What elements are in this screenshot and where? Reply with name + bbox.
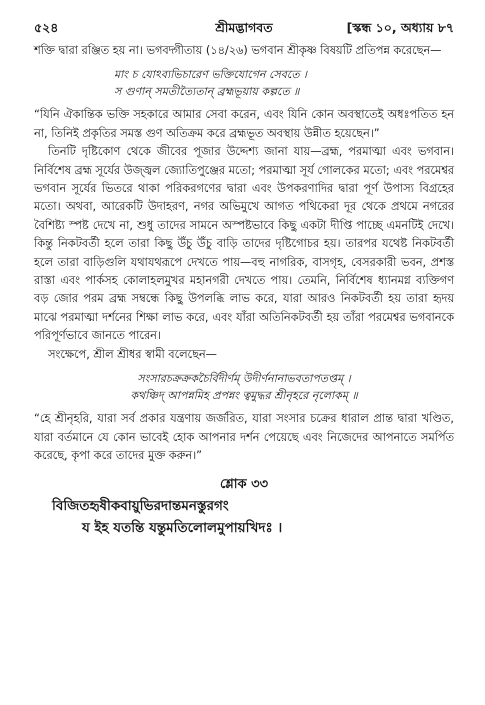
- gita-verse-line-2: স গুণান্ সমতীত্যৈতান্ ব্রহ্মভূয়ায় কল্পতে ॥: [114, 85, 300, 99]
- gita-translation: “যিনি ঐকান্তিক ভক্তি সহকারে আমার সেবা করেন, এবং যিনি কোন অবস্থাতেই অধঃপতিত হন না, তিনিই প্রকৃতির সমস্ত গুণ অতিক্রম করে ব্রহ্মভূত অবস্থায় উন্নীত হয়েছেন।”: [34, 108, 454, 140]
- shloka-heading: শ্লোক ৩৩: [219, 477, 269, 493]
- sridhara-verse-line-1: সংসারচক্রক্রকচৈর্বিদীর্ণম্ উদীর্ণনানাভবতাপতপ্তম্ ।: [137, 372, 351, 386]
- book-page: [34, 20, 454, 539]
- gita-verse: [34, 66, 454, 100]
- explanation-paragraph: তিনটি দৃষ্টিকোণ থেকে জীবের পূজার উদ্দেশ্য জানা যায়—ব্রহ্ম, পরমাত্মা এবং ভগবান। নির্বিশেষ ব্রহ্ম সূর্যের উজ্জ্বল জ্যোতিপুঞ্জের মতো; পরমাত্মা সূর্য গোলকের মতো; এবং পরমেশ্বর ভগবান সূর্যের ভিতরে থাকা পরিকরগণের দ্বারা এবং উপকরণাদির দ্বারা পূর্ণ উপাস্য বিগ্রহের মতো। অথবা, আরেকটি উদাহরণ, নগর অভিমুখে আগত পথিকেরা দূর থেকে প্রথমে নগরের বৈশিষ্ট্য স্পষ্ট দেখে না, শুধু তাদের সামনে অস্পষ্টভাবে কিছু একটা দীপ্তি পাচ্ছে এমনটিই দেখে। কিন্তু নিকটবর্তী হলে তারা কিছু উঁচু উঁচু বাড়ি তাদের দৃষ্টিগোচর হয়। তারপর যথেষ্ট নিকটবর্তী হলে তারা বাড়িগুলি যথাযথরূপে দেখতে পায়—বহু নাগরিক, বাসগৃহ, বেসরকারী ভবন, প্রশস্ত রাস্তা এবং পার্কসহ কোলাহলমুখর মহানগরী দেখতে পায়। তেমনি, নির্বিশেষ ধ্যানমগ্ন ব্যক্তিগণ বড় জোর পরম ব্রহ্ম সম্বন্ধে কিছু উপলব্ধি লাভ করে, যারা আরও নিকটবর্তী হয় তারা হৃদয় মাঝে পরমাত্মা দর্শনের শিক্ষা লাভ করে, এবং যাঁরা অতিনিকটবর্তী হয় তাঁরা পরমেশ্বর ভগবানকে পরিপূর্ণভাবে জানতে পারেন।: [34, 145, 454, 343]
- shloka-text: [34, 495, 454, 539]
- gita-verse-line-1: মাং চ যোঽব্যভিচারেণ ভক্তিযোগেন সেবতে ।: [114, 68, 307, 82]
- sridhara-translation: “হে শ্রীনৃহরি, যারা সর্ব প্রকার যন্ত্রণায় জর্জরিত, যারা সংসার চক্রের ধারাল প্রান্ত দ্বারা খণ্ডিত, যারা বর্তমানে যে কোন ভাবেই হোক আপনার দর্শন পেয়েছে এবং নিজেদের আপনাতে সমর্পিত করেছে, কৃপা করে তাদের মুক্ত করুন।”: [34, 412, 454, 462]
- chapter-reference: [স্কন্ধ ১০, অধ্যায় ৮৭: [346, 20, 454, 35]
- intro-paragraph: শক্তি দ্বারা রঞ্জিত হয় না। ভগবদ্গীতায় (১৪/২৬) ভগবান শ্রীকৃষ্ণ বিষয়টি প্রতিপন্ন করেছেন—: [34, 44, 442, 57]
- shloka-line-1: বিজিতহৃষীকবায়ুভিরদান্তমনস্তুরগং: [52, 498, 229, 515]
- shloka-line-2: য ইহ যতন্তি যন্তুমতিলোলমুপায়খিদঃ ।: [82, 520, 283, 537]
- sridhara-verse: [34, 370, 454, 404]
- page-header: [34, 20, 454, 40]
- page-number: ৫২৪: [34, 20, 59, 35]
- book-title: শ্রীমদ্ভাগবত: [215, 20, 273, 35]
- sridhara-intro: সংক্ষেপে, শ্রীল শ্রীধর স্বামী বলেছেন—: [48, 347, 217, 361]
- sridhara-verse-line-2: কথঞ্চিদ্ আপন্নমিহ প্রপন্নং ত্বমুদ্ধর শ্রীনৃহরে নৃলোকম্ ॥: [130, 389, 358, 403]
